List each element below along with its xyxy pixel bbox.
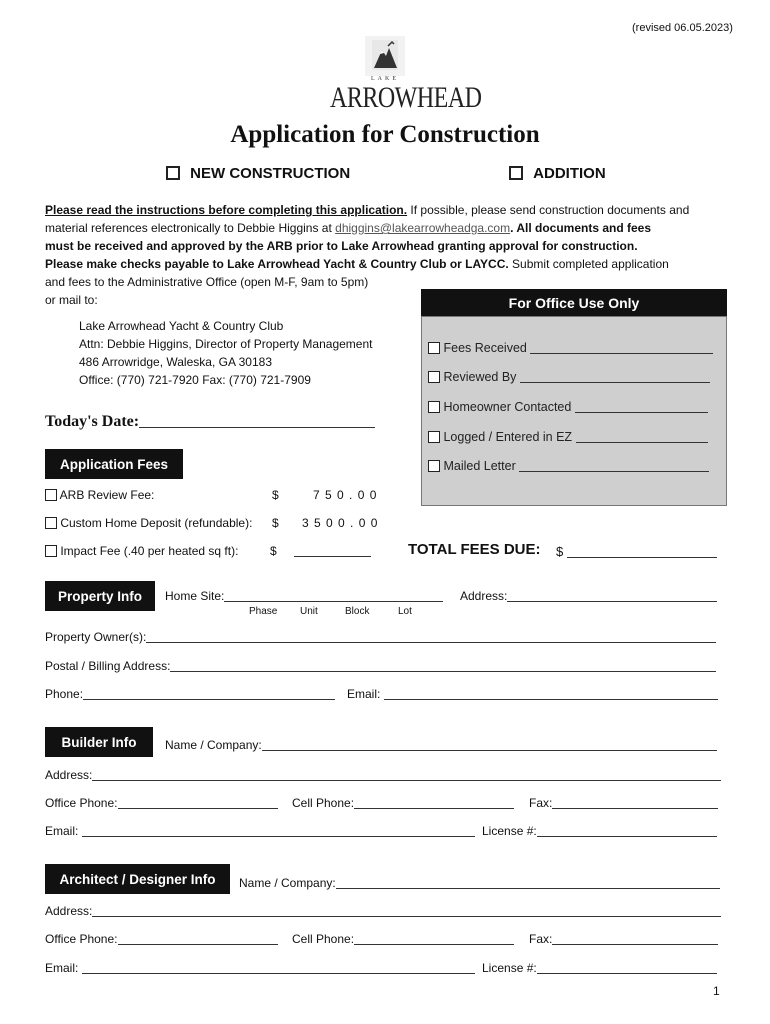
- office-use-panel: [421, 316, 727, 506]
- mail-address-line: 486 Arrowridge, Waleska, GA 30183: [79, 355, 272, 369]
- fee-row-arb[interactable]: [45, 488, 154, 502]
- total-fees-label: TOTAL FEES DUE:: [408, 541, 541, 558]
- builder-name-field[interactable]: [165, 738, 717, 752]
- owner-email-field[interactable]: [347, 687, 718, 701]
- architect-office-phone-label: Office Phone:: [45, 932, 118, 946]
- office-item-homeowner-contacted[interactable]: [428, 400, 708, 414]
- owner-phone-field[interactable]: [45, 687, 335, 701]
- builder-cell-phone-line[interactable]: [354, 796, 514, 809]
- home-site-label: Home Site:: [165, 589, 225, 603]
- builder-office-phone-field[interactable]: [45, 796, 278, 810]
- builder-address-label: Address:: [45, 768, 93, 782]
- billing-address-field[interactable]: [45, 659, 716, 673]
- mail-address-line: Lake Arrowhead Yacht & Country Club: [79, 319, 284, 333]
- new-construction-label: NEW CONSTRUCTION: [190, 165, 351, 182]
- office-field-line[interactable]: [576, 430, 708, 443]
- builder-license-label: License #:: [482, 824, 537, 838]
- office-checkbox[interactable]: [428, 460, 440, 472]
- mail-address-line: Office: (770) 721-7920 Fax: (770) 721-7909: [79, 373, 311, 387]
- total-currency: $: [556, 544, 564, 559]
- fee-checkbox[interactable]: [45, 489, 57, 501]
- instructions-line-3: must be received and approved by the ARB prior to Lake Arrowhead granting approval for construction.: [45, 239, 638, 253]
- office-use-header: For Office Use Only: [421, 289, 727, 317]
- office-field-line[interactable]: [575, 400, 708, 413]
- office-checkbox[interactable]: [428, 401, 440, 413]
- instructions-text: . All documents and fees: [510, 221, 652, 235]
- office-field-line[interactable]: [520, 370, 710, 383]
- addition-checkbox[interactable]: [509, 166, 523, 180]
- architect-name-label: Name / Company:: [239, 876, 336, 890]
- builder-email-line[interactable]: [82, 824, 475, 837]
- architect-fax-label: Fax:: [529, 932, 553, 946]
- architect-license-line[interactable]: [537, 961, 717, 974]
- architect-email-label: Email:: [45, 961, 79, 975]
- property-address-label: Address:: [460, 589, 508, 603]
- office-item-mailed-letter[interactable]: [428, 459, 709, 473]
- office-item-label: Logged / Entered in EZ: [443, 430, 573, 444]
- builder-fax-field[interactable]: [529, 796, 718, 810]
- todays-date-field[interactable]: [45, 413, 375, 431]
- architect-name-field[interactable]: [239, 876, 720, 890]
- application-fees-header: Application Fees: [45, 449, 183, 479]
- billing-address-label: Postal / Billing Address:: [45, 659, 171, 673]
- builder-email-label: Email:: [45, 824, 79, 838]
- home-site-part: Lot: [398, 606, 412, 617]
- owner-email-line[interactable]: [384, 687, 718, 700]
- builder-address-line[interactable]: [92, 768, 721, 781]
- mountain-peak-icon: [370, 38, 400, 72]
- builder-name-line[interactable]: [262, 738, 717, 751]
- builder-name-label: Name / Company:: [165, 738, 262, 752]
- page-number: 1: [713, 984, 720, 998]
- home-site-line[interactable]: [224, 589, 443, 602]
- architect-office-phone-line[interactable]: [118, 932, 278, 945]
- logo-name: ARROWHEAD: [330, 82, 482, 115]
- architect-email-field[interactable]: [45, 961, 475, 975]
- builder-cell-phone-field[interactable]: [292, 796, 514, 810]
- architect-office-phone-field[interactable]: [45, 932, 278, 946]
- fee-checkbox[interactable]: [45, 517, 57, 529]
- architect-fax-field[interactable]: [529, 932, 718, 946]
- office-field-line[interactable]: [519, 459, 709, 472]
- architect-license-label: License #:: [482, 961, 537, 975]
- revision-date: (revised 06.05.2023): [632, 22, 733, 34]
- fee-label: Impact Fee (.40 per heated sq ft):: [60, 544, 239, 558]
- office-item-reviewed-by[interactable]: [428, 370, 710, 384]
- architect-address-field[interactable]: [45, 904, 721, 918]
- home-site-part: Phase: [249, 606, 278, 617]
- office-item-label: Mailed Letter: [443, 459, 516, 473]
- addition-option[interactable]: [509, 165, 606, 182]
- architect-address-label: Address:: [45, 904, 93, 918]
- property-address-field[interactable]: [460, 589, 717, 603]
- property-owners-line[interactable]: [146, 630, 716, 643]
- architect-info-header: Architect / Designer Info: [45, 864, 230, 894]
- fee-label: ARB Review Fee:: [59, 488, 155, 502]
- office-item-label: Homeowner Contacted: [443, 400, 572, 414]
- owner-email-label: Email:: [347, 687, 381, 701]
- architect-name-line[interactable]: [336, 876, 720, 889]
- total-fees-field[interactable]: [556, 544, 717, 559]
- lake-arrowhead-logo: [330, 36, 482, 116]
- fee-amount[interactable]: 3 5 0 0 . 0 0: [302, 516, 379, 530]
- new-construction-option[interactable]: [166, 165, 350, 182]
- office-checkbox[interactable]: [428, 431, 440, 443]
- todays-date-line[interactable]: [139, 413, 375, 428]
- builder-office-phone-line[interactable]: [118, 796, 278, 809]
- page-title: Application for Construction: [230, 121, 540, 148]
- home-site-part: Unit: [300, 606, 318, 617]
- builder-email-field[interactable]: [45, 824, 475, 838]
- instructions-line-5: and fees to the Administrative Office (open M-F, 9am to 5pm): [45, 275, 369, 289]
- architect-cell-phone-field[interactable]: [292, 932, 514, 946]
- builder-fax-label: Fax:: [529, 796, 553, 810]
- fee-currency: $: [272, 516, 279, 530]
- owner-phone-label: Phone:: [45, 687, 84, 701]
- office-item-label: Fees Received: [443, 341, 527, 355]
- instructions-line-1: [45, 203, 689, 217]
- todays-date-label: Today's Date:: [45, 413, 140, 430]
- architect-license-field[interactable]: [482, 961, 717, 975]
- total-fees-line[interactable]: [567, 545, 717, 558]
- architect-address-line[interactable]: [92, 904, 721, 917]
- fee-row-impact[interactable]: [45, 544, 238, 558]
- office-item-logged[interactable]: [428, 430, 708, 444]
- fee-row-deposit[interactable]: [45, 516, 252, 530]
- fee-currency: $: [272, 488, 279, 502]
- builder-license-line[interactable]: [537, 824, 717, 837]
- office-checkbox[interactable]: [428, 371, 440, 383]
- builder-office-phone-label: Office Phone:: [45, 796, 118, 810]
- billing-address-line[interactable]: [170, 659, 716, 672]
- architect-fax-line[interactable]: [552, 932, 718, 945]
- fee-currency: $: [270, 544, 277, 558]
- property-address-line[interactable]: [507, 589, 717, 602]
- instructions-text: material references electronically to Debbie Higgins at: [45, 221, 336, 235]
- owner-phone-line[interactable]: [83, 687, 335, 700]
- builder-address-field[interactable]: [45, 768, 721, 782]
- instructions-text: Please make checks payable to Lake Arrowhead Yacht & Country Club or LAYCC.: [45, 257, 509, 271]
- fee-checkbox[interactable]: [45, 545, 57, 557]
- addition-label: ADDITION: [533, 165, 606, 182]
- instructions-line-2: [45, 221, 651, 235]
- architect-email-line[interactable]: [82, 961, 475, 974]
- instructions-line-6: or mail to:: [45, 293, 98, 307]
- builder-license-field[interactable]: [482, 824, 717, 838]
- logo-small-text: LAKE: [371, 76, 399, 82]
- new-construction-checkbox[interactable]: [166, 166, 180, 180]
- property-owners-label: Property Owner(s):: [45, 630, 147, 644]
- office-checkbox[interactable]: [428, 342, 440, 354]
- architect-cell-phone-label: Cell Phone:: [292, 932, 355, 946]
- office-item-label: Reviewed By: [443, 370, 517, 384]
- builder-fax-line[interactable]: [552, 796, 718, 809]
- instructions-line-4: [45, 257, 669, 271]
- fee-amount[interactable]: 7 5 0 . 0 0: [313, 488, 378, 502]
- fee-label: Custom Home Deposit (refundable):: [60, 516, 253, 530]
- email-link[interactable]: dhiggins@lakearrowheadga.com: [335, 221, 511, 235]
- office-item-fees-received[interactable]: [428, 341, 713, 355]
- home-site-part: Block: [345, 606, 370, 617]
- office-field-line[interactable]: [530, 341, 713, 354]
- instructions-text: If possible, please send construction documents and: [407, 203, 690, 217]
- instructions-text: Submit completed application: [508, 257, 669, 271]
- impact-fee-amount[interactable]: [294, 544, 371, 558]
- builder-cell-phone-label: Cell Phone:: [292, 796, 355, 810]
- instructions-warning: Please read the instructions before completing this application.: [45, 203, 408, 217]
- property-owners-field[interactable]: [45, 630, 716, 644]
- home-site-field[interactable]: [165, 589, 443, 603]
- property-info-header: Property Info: [45, 581, 155, 611]
- mail-address-line: Attn: Debbie Higgins, Director of Property Management: [79, 337, 373, 351]
- builder-info-header: Builder Info: [45, 727, 153, 757]
- architect-cell-phone-line[interactable]: [354, 932, 514, 945]
